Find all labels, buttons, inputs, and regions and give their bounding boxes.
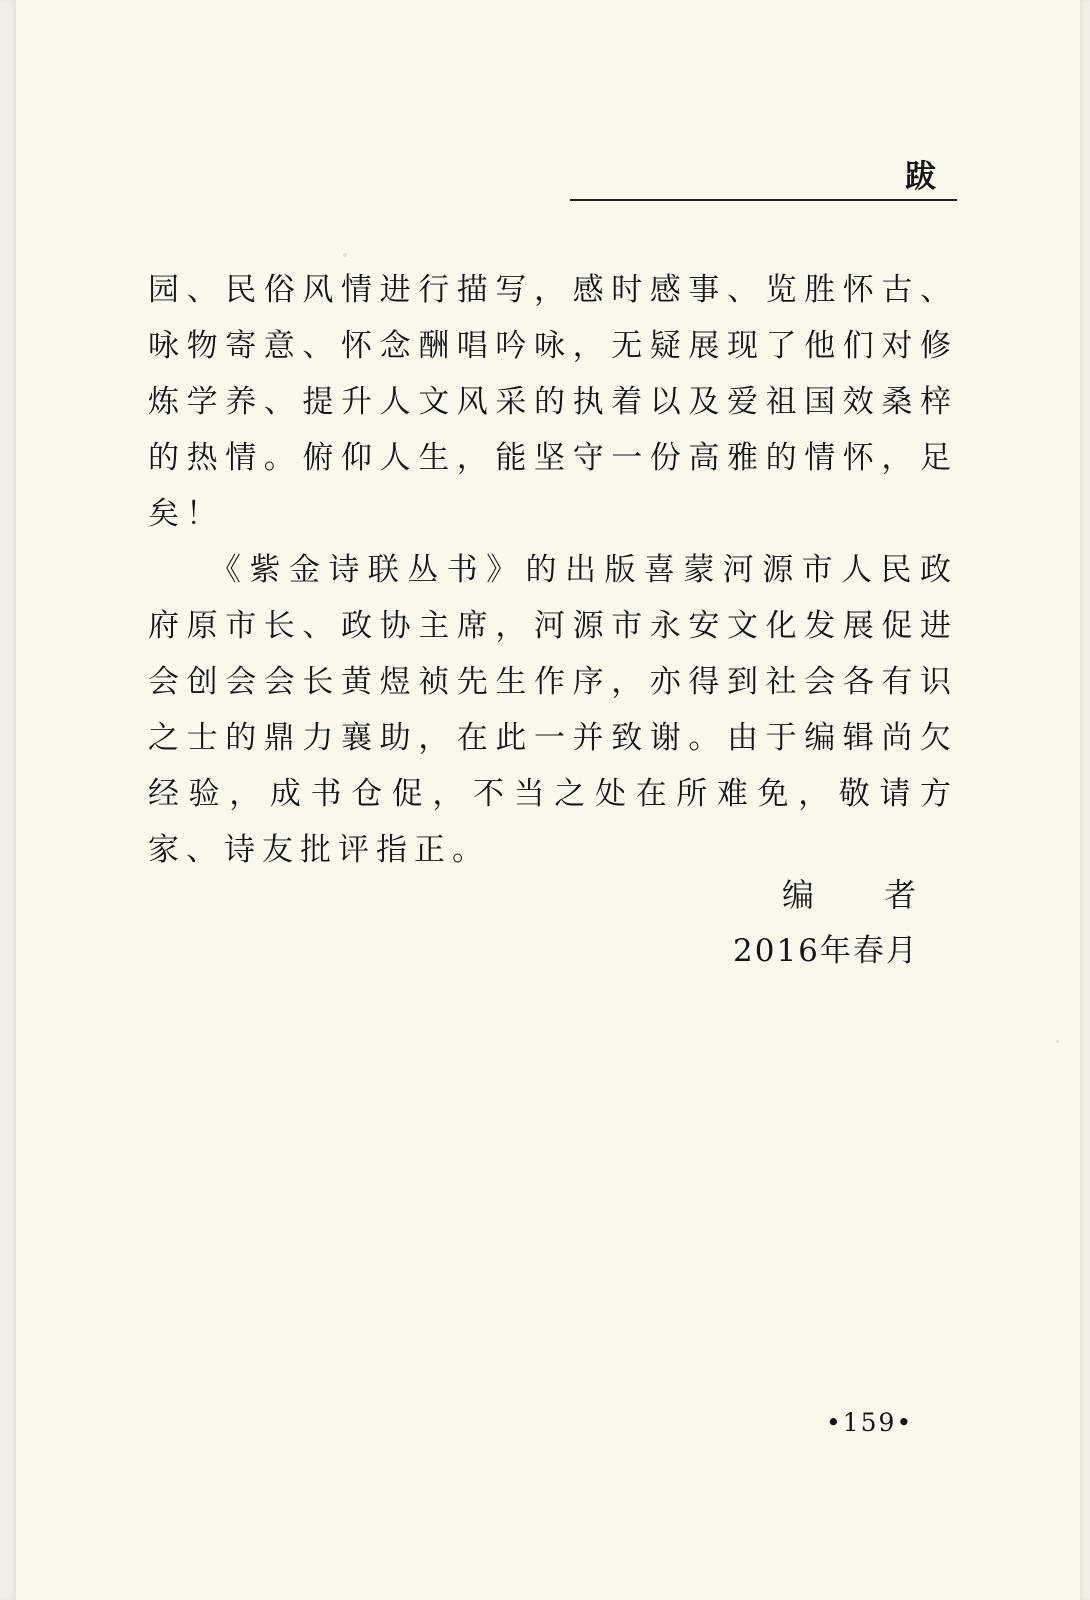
author-signature: 编 者 xyxy=(782,876,947,914)
chapter-title-rule xyxy=(570,199,957,201)
chapter-title: 跋 xyxy=(905,159,936,195)
paragraph-one: 园、民俗风情进行描写，感时感事、览胜怀古、咏物寄意、怀念酬唱吟咏，无疑展现了他们对修炼学养、提升人文风采的执着以及爱祖国效桑梓的热情。俯仰人生，能坚守一份高雅的情怀，足矣！ xyxy=(148,272,958,532)
page-number: •159• xyxy=(826,1408,914,1437)
paper-speck xyxy=(1056,1040,1059,1043)
signature-date: 2016年春月 xyxy=(733,933,919,969)
page-left-edge xyxy=(0,0,16,1600)
main-text xyxy=(148,262,958,878)
paper-speck xyxy=(343,253,347,257)
page-right-edge xyxy=(1080,0,1090,1600)
paragraph-two: 《紫金诗联丛书》的出版喜蒙河源市人民政府原市长、政协主席，河源市永安文化发展促进会创会会长黄煜祯先生作序，亦得到社会各有识之士的鼎力襄助，在此一并致谢。由于编辑尚欠经验，成书仓促，不当之处在所难免，敬请方家、诗友批评指正。 xyxy=(148,552,958,868)
